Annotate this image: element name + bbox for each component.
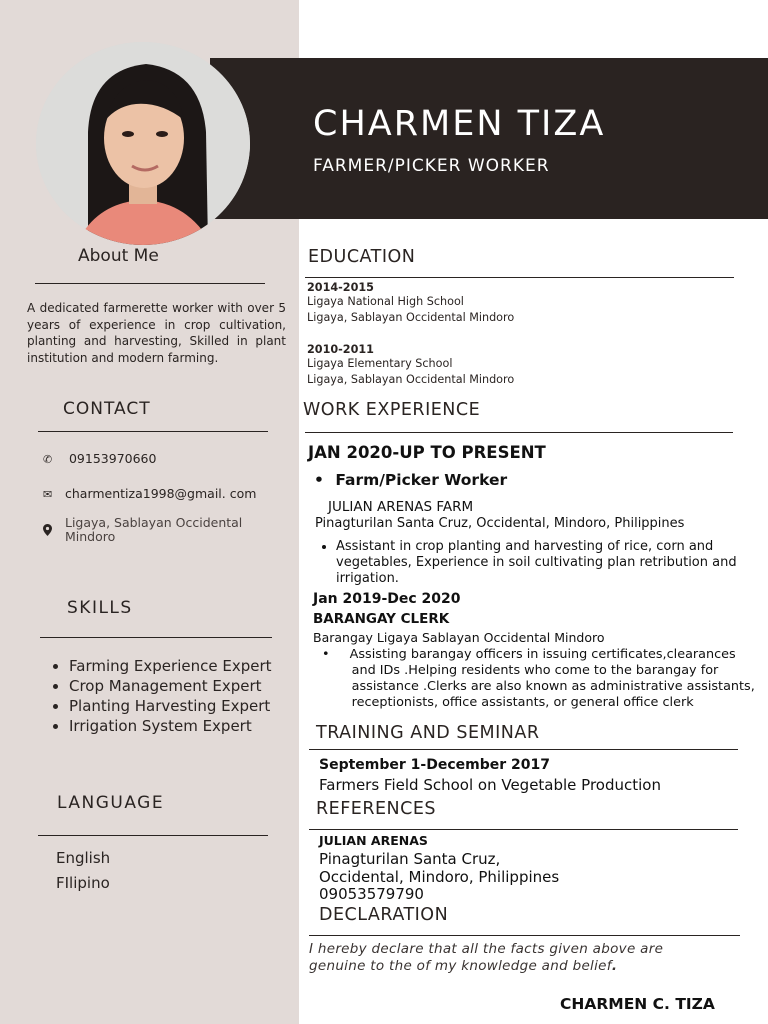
skills-heading: SKILLS	[67, 598, 133, 618]
job2-location: Barangay Ligaya Sablayan Occidental Mindoro	[313, 630, 605, 645]
reference-phone: 09053579790	[319, 885, 424, 903]
about-divider	[35, 283, 265, 284]
declaration-text	[309, 941, 663, 975]
duty-line: irrigation.	[336, 571, 399, 586]
skill-item: • Crop Management Expert	[69, 676, 272, 696]
skills-divider	[40, 637, 272, 638]
work-divider	[305, 432, 733, 433]
duty-line: Assisting barangay officers in issuing certificates,clearances	[349, 647, 736, 662]
declaration-divider	[309, 935, 740, 936]
about-heading: About Me	[78, 246, 159, 266]
education-school: Ligaya National High School	[307, 295, 464, 308]
job1-period: JAN 2020-UP TO PRESENT	[308, 443, 546, 462]
contact-email-row	[43, 486, 256, 501]
training-heading: TRAINING AND SEMINAR	[316, 723, 540, 743]
email-icon: ✉	[43, 488, 53, 501]
duty-line: assistance .Clerks are also known as administrative assistants,	[351, 679, 755, 694]
contact-phone-row	[43, 451, 156, 466]
declaration-heading: DECLARATION	[319, 905, 449, 925]
duty-line: Assistant in crop planting and harvesting of rice, corn and	[336, 539, 714, 554]
job2-role: BARANGAY CLERK	[313, 611, 450, 627]
job2-period: Jan 2019-Dec 2020	[313, 591, 461, 607]
job-title: FARMER/PICKER WORKER	[313, 156, 550, 176]
contact-divider	[38, 431, 268, 432]
job2-duties	[322, 647, 755, 711]
job1-employer: JULIAN ARENAS FARM	[328, 499, 474, 515]
reference-address1: Pinagturilan Santa Cruz,	[319, 850, 501, 868]
job1-location: Pinagturilan Santa Cruz, Occidental, Mindoro, Philippines	[315, 516, 685, 531]
education-years: 2010-2011	[307, 343, 374, 356]
location-pin-icon	[43, 524, 55, 539]
education-years: 2014-2015	[307, 281, 374, 294]
contact-email[interactable]: charmentiza1998@gmail. com	[64, 486, 257, 501]
duty-line: vegetables, Experience in soil cultivating plan retribution and	[336, 555, 737, 570]
duty-line: and IDs .Helping residents who come to the barangay for	[351, 663, 719, 678]
declaration-line: I hereby declare that all the facts given above are	[309, 941, 664, 957]
contact-heading: CONTACT	[63, 399, 151, 419]
signature-name: CHARMEN C. TIZA	[560, 995, 715, 1013]
job1-role: Farm/Picker Worker	[335, 471, 508, 489]
duty-line: receptionists, office assistants, or general office clerk	[351, 695, 694, 710]
profile-photo	[36, 42, 250, 245]
job1-duties	[316, 539, 756, 587]
job1-role-row	[314, 471, 507, 489]
references-divider	[309, 829, 738, 830]
job1-duty	[336, 539, 756, 587]
work-heading: WORK EXPERIENCE	[303, 400, 481, 420]
language-divider	[38, 835, 268, 836]
language-item: FIlipino	[56, 874, 110, 892]
education-location: Ligaya, Sablayan Occidental Mindoro	[307, 373, 515, 386]
education-school: Ligaya Elementary School	[307, 357, 453, 370]
language-heading: LANGUAGE	[57, 793, 165, 813]
reference-name: JULIAN ARENAS	[319, 833, 428, 848]
bullet-icon: •	[314, 471, 324, 489]
declaration-end-mark: .	[611, 958, 618, 974]
training-divider	[309, 749, 738, 750]
skill-item: • Planting Harvesting Expert	[69, 696, 272, 716]
about-text: A dedicated farmerette worker with over 5 years of experience in crop cultivation, planting and harvesting, Skilled in plant institution and modern farming.	[27, 301, 286, 365]
training-title: Farmers Field School on Vegetable Production	[319, 776, 661, 794]
reference-address2: Occidental, Mindoro, Philippines	[319, 868, 560, 886]
skills-list	[50, 656, 272, 736]
contact-address-line2: Mindoro	[64, 529, 116, 544]
candidate-name: CHARMEN TIZA	[313, 104, 606, 144]
skill-item: • Farming Experience Expert	[69, 656, 272, 676]
education-location: Ligaya, Sablayan Occidental Mindoro	[307, 311, 515, 324]
bullet-icon: •	[322, 647, 330, 662]
contact-phone[interactable]: 09153970660	[68, 451, 157, 466]
education-divider	[305, 277, 734, 278]
education-heading: EDUCATION	[308, 247, 416, 267]
skill-item: • Irrigation System Expert	[69, 716, 272, 736]
declaration-line: genuine to the of my knowledge and belief	[309, 958, 612, 974]
contact-address-row	[43, 516, 242, 544]
training-period: September 1-December 2017	[319, 757, 550, 773]
references-heading: REFERENCES	[316, 799, 437, 819]
language-item: English	[56, 849, 111, 867]
contact-address-line1: Ligaya, Sablayan Occidental	[64, 515, 243, 530]
phone-icon: ✆	[43, 453, 53, 466]
